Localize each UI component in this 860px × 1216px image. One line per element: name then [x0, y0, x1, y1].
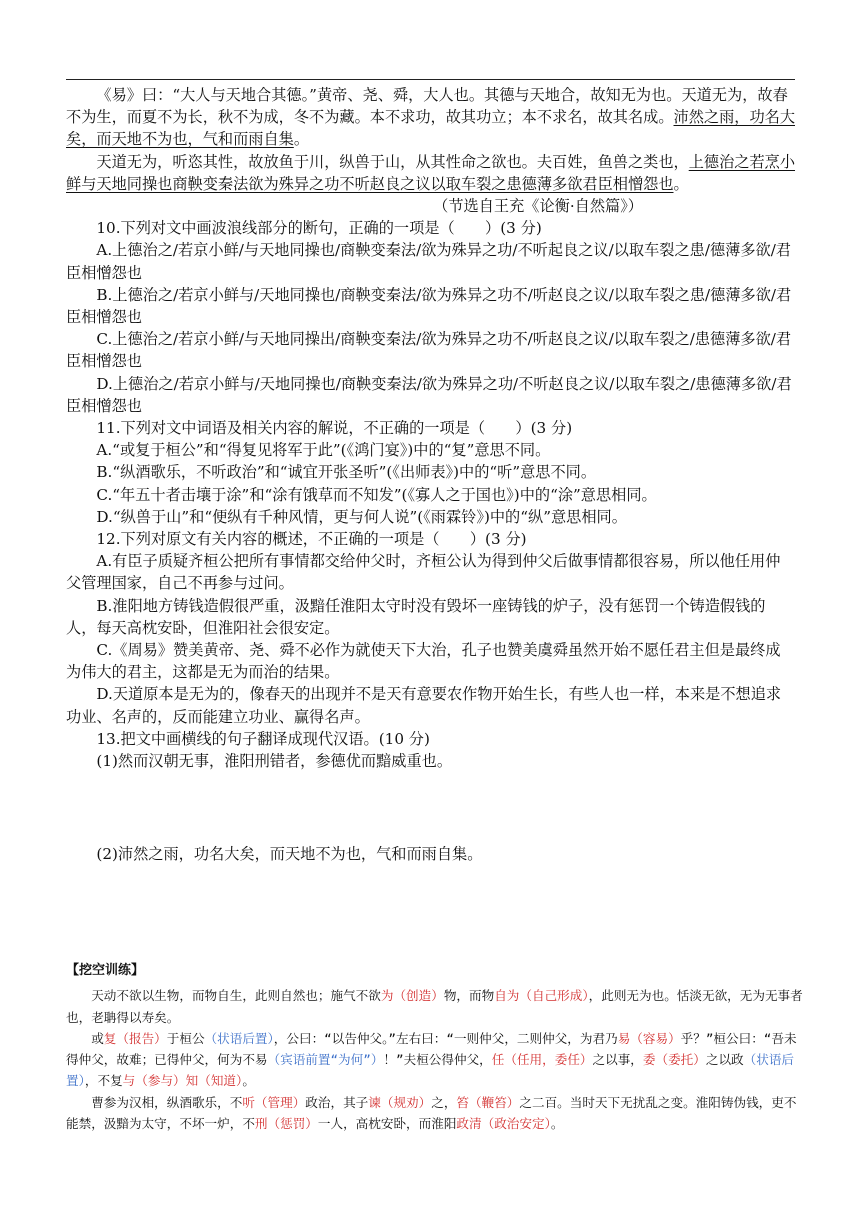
training-text: 。: [242, 1073, 255, 1089]
question-10-option-d: D.上德治之/若京小鲜与/天地同操也/商鞅变秦法/欲为殊异之功/不听赵良之议/以取车裂之/患德薄多欲/君臣相憎怨也: [66, 374, 792, 415]
answer-annotation: 自为（自己形成）: [494, 988, 589, 1004]
question-10-stem: 10.下列对文中画波浪线部分的断句，正确的一项是（ ）(3 分): [96, 219, 542, 238]
training-text: 。: [550, 1116, 564, 1132]
training-section: [66, 960, 803, 1134]
underlined-sentence: 沛然之雨，功名大矣，而天地不为也，气和而雨自集: [66, 108, 795, 149]
training-text: 政治，其子: [305, 1094, 369, 1110]
grammar-note: （状语后置）: [204, 1030, 274, 1046]
training-text: 之二百。当时天下无扰乱之变。淮阳铸伪钱，吏不能禁，汲黯为太守，不坏一炉，不: [66, 1094, 797, 1132]
training-paragraph-3: [66, 1092, 803, 1135]
question-12-option-b: B.淮阳地方铸钱造假很严重，汲黯任淮阳太守时没有毁坏一座铸钱的炉子，没有惩罚一个铸造假钱的人，每天高枕安卧，但淮阳社会很安定。: [66, 596, 766, 637]
header-rule: [66, 79, 795, 80]
answer-annotation: 政清（政治安定）: [456, 1116, 551, 1132]
answer-space: [66, 772, 795, 843]
main-content: [66, 84, 795, 866]
passage-source: （节选自王充《论衡·自然篇》）: [433, 197, 643, 216]
training-text: 于桓公: [166, 1030, 205, 1046]
training-text: 曹参为汉相，纵酒歌乐，不: [91, 1094, 243, 1110]
answer-annotation: 知（知道）: [185, 1073, 243, 1089]
question-10-option-a: A.上德治之/若京小鲜/与天地同操也/商鞅变秦法/欲为殊异之功/不听起良之议/以取车裂之患/德薄多欲/君臣相憎怨也: [66, 241, 791, 282]
answer-annotation: 易（容易）: [617, 1030, 681, 1046]
training-text: 之以事，: [592, 1052, 643, 1068]
answer-annotation: 委（委托）: [642, 1052, 706, 1068]
question-11-option-c: C.“年五十者击壤于涂”和“涂有饿草而不知发”(《寡人之于国也》)中的“涂”意思相同。: [96, 485, 657, 504]
passage-text: 《易》曰：“大人与天地合其德。”黄帝、尧、舜，大人也。其德与天地合，故知无为也。天道无为，故春不为生，而夏不为长，秋不为成，冬不为藏。本不求功，故其功立；本不求名，故其名成。: [66, 86, 788, 127]
question-13-sentence-2: (2)沛然之雨，功名大矣，而天地不为也，气和而雨自集。: [96, 845, 483, 864]
training-text: 之以政: [705, 1052, 744, 1068]
passage-text: 天道无为，听恣其性，故放鱼于川，纵兽于山，从其性命之欲也。夫百姓，鱼兽之类也，: [96, 152, 689, 171]
question-11-option-b: B.“纵酒歌乐，不听政治”和“诚宜开张圣听”(《出师表》)中的“听”意思不同。: [96, 463, 597, 482]
question-11-option-d: D.“纵兽于山”和“便纵有千种风情，更与何人说”(《雨霖铃》)中的“纵”意思相同。: [96, 507, 627, 526]
passage-paragraph-1: [66, 84, 795, 151]
question-12-stem: 12.下列对原文有关内容的概述，不正确的一项是（ ）(3 分): [96, 530, 527, 549]
answer-annotation: 任（任用，委任）: [491, 1052, 593, 1068]
punctuation: 。: [673, 174, 689, 193]
wavy-underlined-sentence: 上德治之若烹小鲜与天地同操也商鞅变秦法欲为殊异之功不听赵良之议以取车裂之患德薄多欲君臣相憎怨也: [66, 152, 796, 193]
answer-annotation: 复（报告）: [103, 1030, 167, 1046]
question-12-option-d: D.天道原本是无为的，像春天的出现并不是天有意要农作物开始生长，有些人也一样，本来是不想追求功业、名声的，反而能建立功业、赢得名声。: [66, 685, 782, 726]
question-10-option-b: B.上德治之/若京小鲜与/天地同操也/商鞅变秦法/欲为殊异之功不/听赵良之议/以取车裂之患/德薄多欲/君臣相憎怨也: [66, 285, 792, 327]
training-text: 或: [91, 1030, 104, 1046]
grammar-note: （宾语前置“为何”）: [267, 1052, 384, 1068]
training-text: 物，而物: [443, 988, 495, 1004]
answer-annotation: 为（创造）: [380, 988, 444, 1004]
punctuation: 。: [293, 130, 309, 149]
passage-paragraph-2: [66, 151, 795, 195]
training-text: 之，: [431, 1094, 457, 1110]
grammar-note: （状语后置）: [66, 1052, 795, 1089]
question-10-option-c: C.上德治之/若京小鲜/与天地同操出/商鞅变秦法/欲为殊异之功不/听赵良之议/以取车裂之/患德薄多欲/君臣相憎怨也: [66, 330, 792, 371]
training-text: 天动不欲以生物，而物自生，此则自然也；施气不欲: [91, 988, 381, 1004]
answer-annotation: 与（参与）: [122, 1073, 186, 1089]
question-13-stem: 13.把文中画横线的句子翻译成现代汉语。(10 分): [96, 729, 430, 748]
question-13-sentence-1: (1)然而汉朝无事，淮阳刑错者，参德优而黯威重也。: [96, 752, 453, 771]
training-text: ，公曰：“以告仲父。”左右曰：“一则仲父，二则仲父，为君乃: [273, 1030, 618, 1046]
training-text: 乎？”桓公曰：“吾未得仲父，故难；已得仲父，何为不易: [66, 1030, 797, 1068]
answer-annotation: 笞（鞭笞）: [456, 1094, 520, 1110]
training-paragraph-2: [66, 1028, 803, 1092]
answer-annotation: 刑（惩罚）: [254, 1116, 318, 1132]
training-text: ！”夫桓公得仲父，: [383, 1052, 492, 1068]
question-11-stem: 11.下列对文中词语及相关内容的解说，不正确的一项是（ ）(3 分): [96, 419, 573, 438]
question-12-option-c: C.《周易》赞美黄帝、尧、舜不必作为就使天下大治，孔子也赞美虞舜虽然开始不愿任君主但是最终成为伟大的君主，这都是无为而治的结果。: [66, 641, 781, 682]
training-text: ，不复: [84, 1073, 123, 1089]
training-title: 【挖空训练】: [66, 963, 145, 978]
question-11-option-a: A.“或复于桓公”和“得复见将军于此”(《鸿门宴》)中的“复”意思不同。: [96, 441, 551, 460]
question-12-option-a: A.有臣子质疑齐桓公把所有事情都交给仲父时，齐桓公认为得到仲父后做事情都很容易，所以他任用仲父管理国家，自己不再参与过问。: [66, 552, 781, 593]
answer-annotation: 谏（规劝）: [368, 1094, 432, 1110]
training-paragraph-1: [66, 985, 803, 1028]
answer-annotation: 听（管理）: [242, 1094, 306, 1110]
training-text: 一人，高枕安卧，而淮阳: [317, 1116, 457, 1132]
training-text: ，此则无为也。恬淡无欲，无为无事者也，老聃得以寿矣。: [66, 988, 803, 1025]
